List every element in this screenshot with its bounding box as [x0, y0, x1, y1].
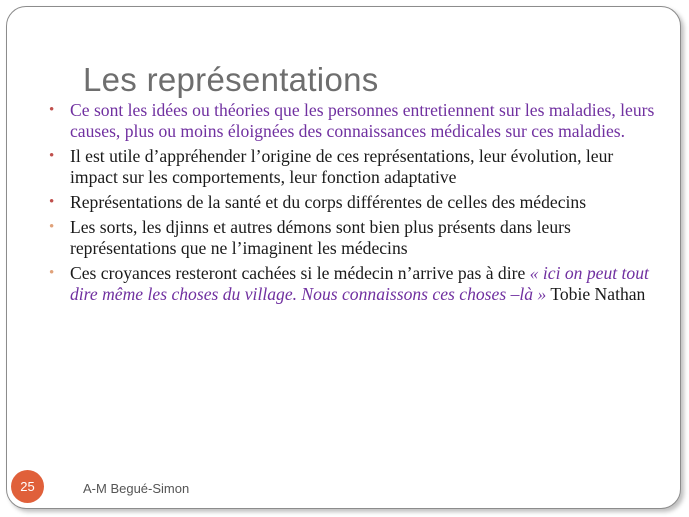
bullet-quote: « ici on peut tout dire même les choses du village. Nous connaissons ces choses –là » — [70, 263, 649, 304]
slide-title: Les représentations — [83, 61, 379, 98]
page-number-badge: 25 — [11, 470, 44, 503]
bullet-item — [47, 217, 657, 259]
slide — [6, 6, 681, 509]
bullet-icon: • — [49, 148, 55, 164]
bullet-text: Représentations de la santé et du corps différentes de celles des médecins — [70, 192, 587, 212]
bullet-text-before: Ces croyances resteront cachées si le médecin n’arrive pas à dire — [70, 263, 530, 283]
bullet-icon: • — [49, 194, 55, 210]
footer-author: A-M Begué-Simon — [83, 481, 190, 496]
bullet-item — [47, 100, 657, 142]
bullet-text: Il est utile d’appréhender l’origine de ces représentations, leur évolution, leur impact sur les comportements, leur fonction adaptative — [70, 146, 614, 187]
bullet-icon: • — [49, 219, 55, 235]
bullet-item — [47, 192, 657, 213]
bullet-text: Ce sont les idées ou théories que les personnes entretiennent sur les maladies, leurs causes, plus ou moins éloignées des connaissances médicales sur ces maladies. — [70, 100, 655, 141]
bullet-icon: • — [49, 102, 55, 118]
bullet-icon: • — [49, 265, 55, 281]
bullet-item — [47, 263, 657, 305]
bullet-text: Les sorts, les djinns et autres démons sont bien plus présents dans leurs représentations que ne l’imaginent les médecins — [70, 217, 571, 258]
bullet-text-after: Tobie Nathan — [546, 284, 646, 304]
bullet-item — [47, 146, 657, 188]
bullet-list — [47, 100, 657, 309]
